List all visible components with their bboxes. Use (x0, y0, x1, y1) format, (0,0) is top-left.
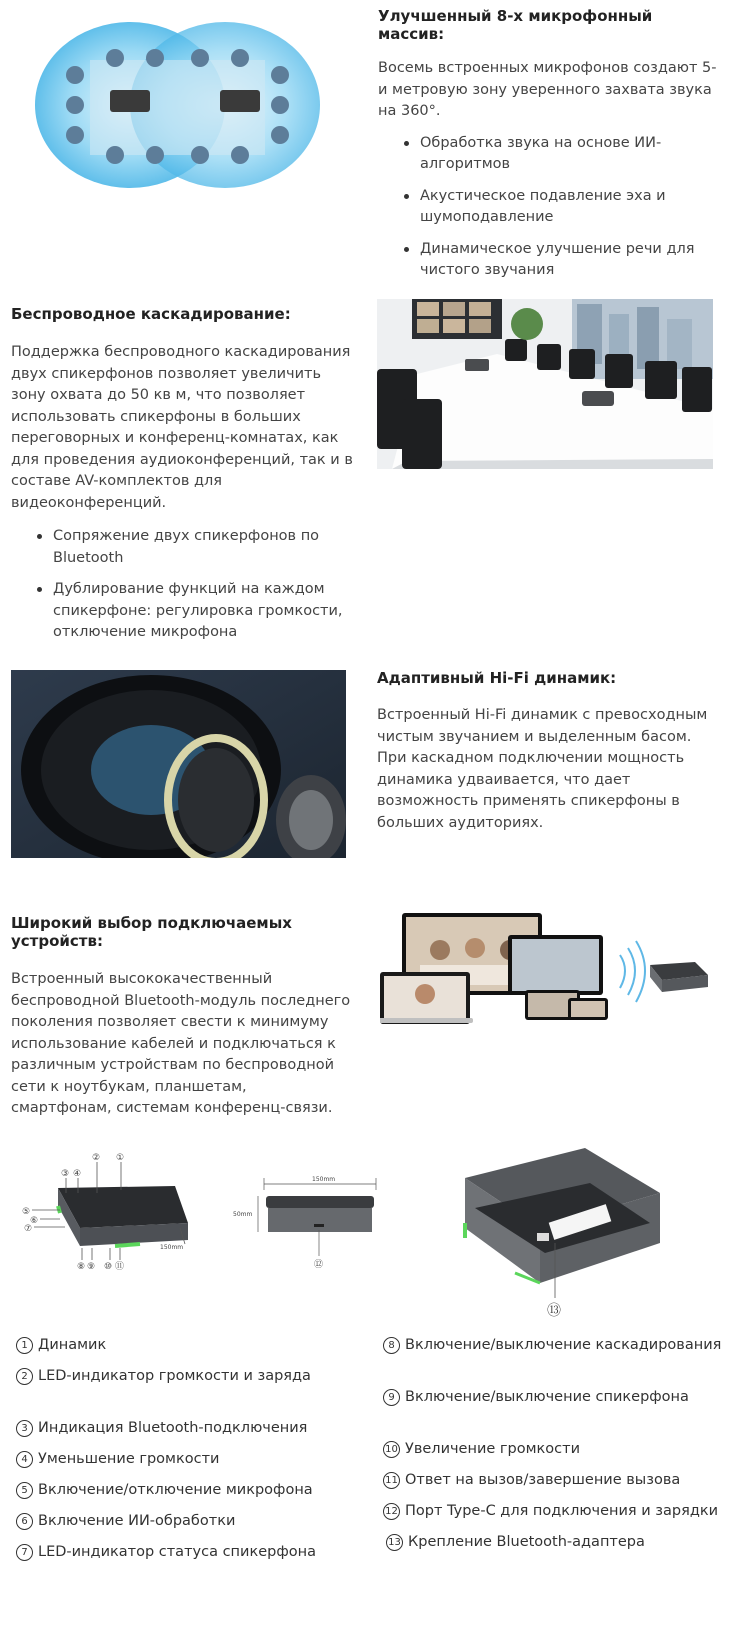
devices-title: Широкий выбор подключаемых устройств: (11, 914, 292, 950)
legend-item-10: 10 Увеличение громкости (383, 1441, 580, 1458)
mic-array-title: Улучшенный 8-х микрофонный массив: (378, 7, 653, 43)
list-item: Акустическое подавление эха и шумоподавление (376, 186, 718, 229)
callout-2: ② (92, 1153, 101, 1163)
speaker-title: Адаптивный Hi-Fi динамик: (377, 669, 617, 687)
callout-4: ④ (73, 1169, 82, 1179)
device-side-diagram (228, 1172, 383, 1272)
callout-9: ⑨ (87, 1262, 96, 1272)
speaker-image (11, 670, 346, 858)
callout-11: ⑪ (115, 1262, 125, 1272)
width-label: 150mm (312, 1176, 336, 1183)
legend-item-5: 5 Включение/отключение микрофона (16, 1482, 313, 1499)
legend-item-1: 1 Динамик (16, 1337, 106, 1354)
height-label: 50mm (233, 1211, 253, 1218)
callout-7: ⑦ (24, 1224, 33, 1234)
callout-10: ⑩ (104, 1262, 113, 1272)
cascading-text: Поддержка беспроводного каскадирования двух спикерфонов позволяет увеличить зону охвата до 50 кв м, что позволяет использовать спикерфоны в больших переговорных и конференц-комнатах, как для проведения аудиоконференций, так и в составе AV-комплектов для видеоконференций. (11, 344, 353, 511)
callout-6: ⑥ (30, 1216, 39, 1226)
cascading-bullets (9, 526, 356, 644)
legend-item-11: 11 Ответ на вызов/завершение вызова (383, 1472, 680, 1489)
conference-room-image (377, 299, 713, 469)
depth-label: 150mm (160, 1244, 184, 1251)
legend-item-12: 12 Порт Type-C для подключения и зарядки (383, 1503, 718, 1520)
devices-text: Встроенный высококачественный беспроводной Bluetooth-модуль последнего поколения позволяет свести к минимуму использование кабелей и подключаться к различным устройствам по беспроводной сети к ноутбукам, планшетам, смартфонам, системам конференц-связи. (11, 971, 351, 1116)
list-item: Динамическое улучшение речи для чистого звучания (376, 239, 718, 282)
list-item: Обработка звука на основе ИИ-алгоритмов (376, 133, 718, 176)
mic-array-text: Восемь встроенных микрофонов создают 5-и метровую зону уверенного захвата звука на 360°. (378, 60, 717, 119)
legend-item-13: 13 Крепление Bluetooth-адаптера (386, 1534, 645, 1551)
legend-item-7: 7 LED-индикатор статуса спикерфона (16, 1544, 316, 1561)
mic-array-bullets (376, 133, 718, 282)
callout-3: ③ (61, 1169, 70, 1179)
callout-1: ① (116, 1153, 125, 1163)
callout-8: ⑧ (77, 1262, 86, 1272)
legend-item-9: 9 Включение/выключение спикерфона (383, 1389, 689, 1406)
legend-item-8: 8 Включение/выключение каскадирования (383, 1337, 721, 1354)
legend-item-2: 2 LED-индикатор громкости и заряда (16, 1368, 311, 1385)
legend-item-4: 4 Уменьшение громкости (16, 1451, 219, 1468)
callout-13: ⑬ (547, 1303, 561, 1319)
devices-image (380, 910, 710, 1025)
device-bottom-diagram (440, 1148, 665, 1323)
speaker-text: Встроенный Hi-Fi динамик с превосходным чистым звучанием и выделенным басом. При каскадном подключении мощность динамика удваивается, что дает возможность применять спикерфоны в больших аудиториях. (377, 707, 708, 831)
device-top-diagram (20, 1148, 200, 1273)
callout-12: ⑫ (314, 1260, 324, 1270)
list-item: Дублирование функций на каждом спикерфоне: регулировка громкости, отключение микрофона (9, 579, 356, 644)
callout-5: ⑤ (22, 1207, 31, 1217)
mic-array-image (35, 20, 320, 195)
legend-item-6: 6 Включение ИИ-обработки (16, 1513, 235, 1530)
legend-item-3: 3 Индикация Bluetooth-подключения (16, 1420, 307, 1437)
list-item: Сопряжение двух спикерфонов по Bluetooth (9, 526, 356, 569)
cascading-title: Беспроводное каскадирование: (11, 305, 291, 323)
